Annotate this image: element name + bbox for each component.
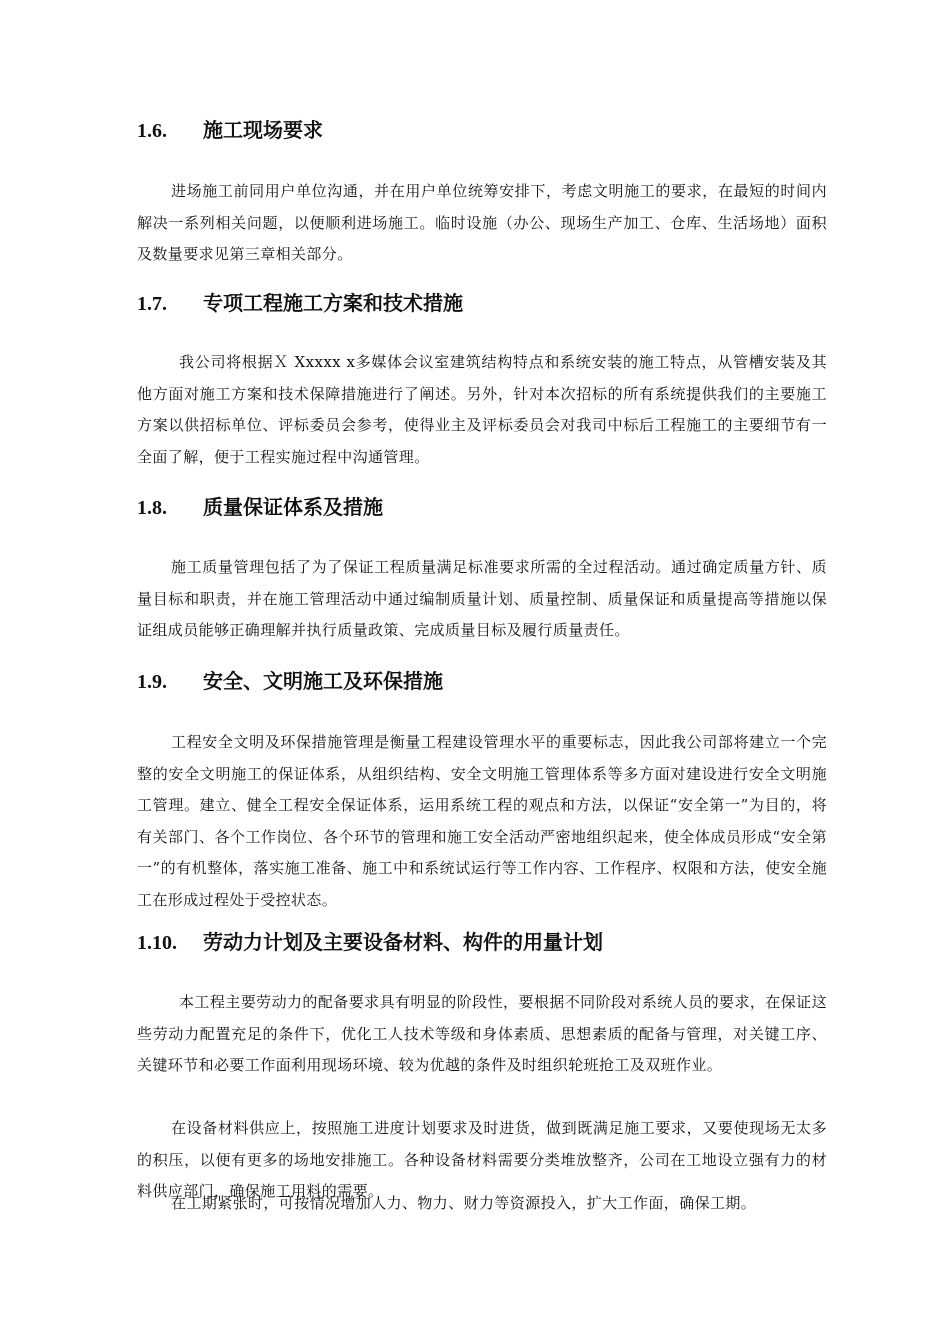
section-number: 1.10. xyxy=(137,932,177,954)
section-title: 施工现场要求 xyxy=(203,118,323,142)
section-heading-1-8 xyxy=(137,491,837,523)
section-heading-1-10 xyxy=(137,926,837,958)
section-title: 安全、文明施工及环保措施 xyxy=(203,669,443,693)
section-number: 1.9. xyxy=(137,671,167,693)
section-number: 1.7. xyxy=(137,293,167,315)
section-title: 专项工程施工方案和技术措施 xyxy=(203,291,463,315)
section-heading-1-7 xyxy=(137,287,837,319)
section-paragraph: 进场施工前同用户单位沟通，并在用户单位统筹安排下，考虑文明施工的要求，在最短的时间内解决一系列相关问题，以便顺利进场施工。临时设施（办公、现场生产加工、仓库、生活场地）面积及数量要求见第三章相关部分。 xyxy=(137,182,827,263)
section-title: 质量保证体系及措施 xyxy=(203,495,383,519)
section-paragraph: 本工程主要劳动力的配备要求具有明显的阶段性，要根据不同阶段对系统人员的要求，在保证这些劳动力配置充足的条件下，优化工人技术等级和身体素质、思想素质的配备与管理，对关键工序、关键环节和必要工作面利用现场环境、较为优越的条件及时组织轮班抢工及双班作业。 xyxy=(137,993,827,1074)
section-title: 劳动力计划及主要设备材料、构件的用量计划 xyxy=(203,930,603,954)
section-heading-1-6 xyxy=(137,114,837,146)
section-number: 1.8. xyxy=(137,497,167,519)
section-paragraph: 施工质量管理包括了为了保证工程质量满足标准要求所需的全过程活动。通过确定质量方针、质量目标和职责，并在施工管理活动中通过编制质量计划、质量控制、质量保证和质量提高等措施以保证组成员能够正确理解并执行质量政策、完成质量目标及履行质量责任。 xyxy=(137,558,827,639)
section-number: 1.6. xyxy=(137,120,167,142)
section-paragraph: 工程安全文明及环保措施管理是衡量工程建设管理水平的重要标志，因此我公司部将建立一个完整的安全文明施工的保证体系，从组织结构、安全文明施工管理体系等多方面对建设进行安全文明施工管理。建立、健全工程安全保证体系，运用系统工程的观点和方法，以保证“安全第一”为目的，将有关部门、各个工作岗位、各个环节的管理和施工安全活动严密地组织起来，使全体成员形成“安全第一”的有机整体，落实施工准备、施工中和系统试运行等工作内容、工作程序、权限和方法，使安全施工在形成过程处于受控状态。 xyxy=(137,733,827,909)
section-paragraph: 在工期紧张时，可按情况增加人力、物力、财力等资源投入，扩大工作面，确保工期。 xyxy=(171,1194,757,1212)
section-paragraph: 我公司将根据Ｘ Xxxxx x多媒体会议室建筑结构特点和系统安装的施工特点，从管槽安装及其他方面对施工方案和技术保障措施进行了阐述。另外，针对本次招标的所有系统提供我们的主要施工方案以供招标单位、评标委员会参考，使得业主及评标委员会对我司中标后工程施工的主要细节有一全面了解，便于工程实施过程中沟通管理。 xyxy=(137,353,827,466)
section-heading-1-9 xyxy=(137,665,837,697)
section-paragraph: 在设备材料供应上，按照施工进度计划要求及时进货，做到既满足施工要求，又要使现场无太多的积压，以便有更多的场地安排施工。各种设备材料需要分类堆放整齐，公司在工地设立强有力的材料供应部门，确保施工用料的需要。 xyxy=(137,1119,827,1200)
